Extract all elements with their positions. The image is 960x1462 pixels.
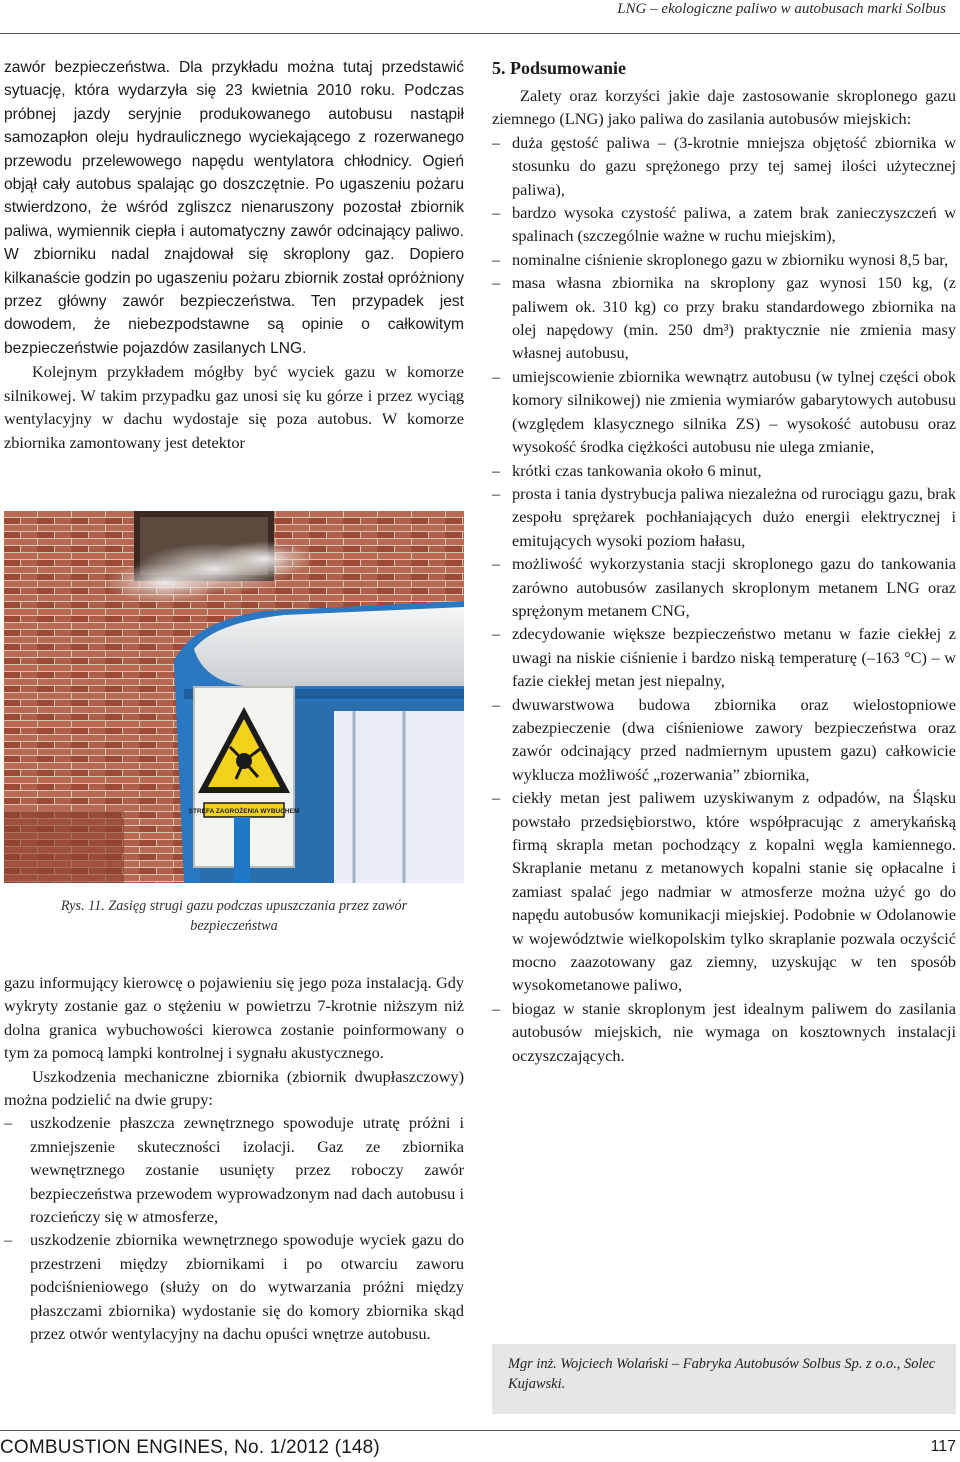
left-column-bottom <box>4 971 464 1346</box>
left-column-top <box>4 56 464 454</box>
list-item: – uszkodzenie płaszcza zewnętrznego spowoduje utratę próżni i zmniejszenie skuteczności izolacji. Gaz ze zbiornika wewnętrznego zostanie usunięty przez roboczy zawór bezpieczeństwa przewodem wyprowadzonym nad dach autobusu i rozcieńczy się w atmosferze, <box>4 1111 464 1228</box>
figure-photo <box>4 511 464 883</box>
section-heading: 5. Podsumowanie <box>492 58 627 78</box>
right-column <box>492 56 956 1067</box>
list-item: – nominalne ciśnienie skroplonego gazu w zbiorniku wynosi 8,5 bar, <box>492 248 956 271</box>
list-item: – umiejscowienie zbiornika wewnątrz autobusu (w tylnej części obok komory silnikowej) nie zmienia wymiarów gabarytowych autobusu (względem klasycznego silnika ZS) – wysokość autobusu oraz wysokość środka ciężkości autobusu nie ulega zmianie, <box>492 365 956 459</box>
list-item: – bardzo wysoka czystość paliwa, a zatem brak zanieczyszczeń w spalinach (szczególnie ważne w ruchu miejskim), <box>492 201 956 248</box>
list-item: – masa własna zbiornika na skroplony gaz wynosi 150 kg, (z paliwem ok. 310 kg) co przy braku standardowego zbiornika na olej napędowy (min. 250 dm³) praktycznie nie zmienia masy własnej autobusu, <box>492 271 956 365</box>
paragraph-fire-case: zawór bezpieczeństwa. Dla przykładu można tutaj przedstawić sytuację, która wydarzyła się 23 kwietnia 2010 roku. Podczas próbnej jazdy seryjnie produkowanego autobusu nastąpił samozapłon oleju hydraulicznego wyciekającego z rozerwanego przewodu przelewowego napędu wentylatora chłodnicy. Ogień objął cały autobus spalając go doszczętnie. Po ugaszeniu pożaru stwierdzono, że wśród zgliszcz nienaruszony pozostał zbiornik paliwa, wymiennik ciepła i automatyczny zawór odcinający paliwo. W zbiorniku nadal znajdował się skroplony gaz. Dopiero kilkanaście godzin po ugaszeniu pożaru zbiornik został opróżniony przez główny zawór bezpieczeństwa. Ten przypadek jest dowodem, że niebezpodstawne są opinie o całkowitym bezpieczeństwie pojazdów zasilanych LNG. <box>4 59 464 357</box>
list-item: – krótki czas tankowania około 6 minut, <box>492 459 956 482</box>
figure-caption: Rys. 11. Zasięg strugi gazu podczas upuszczania przez zawór bezpieczeństwa <box>60 898 408 934</box>
footer-rule <box>0 1430 960 1431</box>
author-note: Mgr inż. Wojciech Wolański – Fabryka Autobusów Solbus Sp. z o.o., Solec Kujawski. <box>492 1344 956 1414</box>
page-number: 117 <box>930 1438 956 1455</box>
list-item: – ciekły metan jest paliwem uzyskiwanym z odpadów, na Śląsku powstało przedsiębiorstwo, które współpracując z amerykańską firmą skrapla metan pochodzący z kopalni węgla kamiennego. Skraplanie metanu z metanowych kopalni stanie się opłacalne i zamiast spalać jego nadmiar w atmosferze można użyć go do napędu autobusów komunikacji miejskiej. Podobnie w Odolanowie w województwie wielkopolskim tylko skraplanie pozwala oczyścić mocno zaazotowany gaz ziemny, uzyskując w ten sposób wysokometanowe paliwo, <box>492 786 956 997</box>
journal-title: COMBUSTION ENGINES, No. 1/2012 (148) <box>0 1437 380 1458</box>
paragraph-damage-groups: Uszkodzenia mechaniczne zbiornika (zbiornik dwupłaszczowy) można podzielić na dwie grupy: <box>4 1066 464 1110</box>
paragraph-detector: gazu informujący kierowcę o pojawieniu się jego poza instalacją. Gdy wykryty zostanie gaz o stężeniu w powietrzu 7-krotnie niższym niż dolna granica wybuchowości kierowca zostanie poinformowany o tym za pomocą lampki kontrolnej i sygnału akustycznego. <box>4 973 464 1063</box>
summary-intro: Zalety oraz korzyści jakie daje zastosowanie skroplonego gazu ziemnego (LNG) jako paliwa do zasilania autobusów miejskich: <box>492 86 956 129</box>
list-item: – prosta i tania dystrybucja paliwa niezależna od rurociągu gazu, brak zespołu sprężarek pochłaniających dużo energii elektrycznej i emitujących wysoki poziom hałasu, <box>492 482 956 552</box>
list-item: – możliwość wykorzystania stacji skroplonego gazu do tankowania zarówno autobusów zasilanych skroplonym metanem LNG oraz sprężonym metanem CNG, <box>492 552 956 622</box>
list-item: – duża gęstość paliwa – (3-krotnie mniejsza objętość zbiornika w stosunku do gazu sprężonego przy tej samej ilości użytecznej paliwa), <box>492 131 956 201</box>
advantages-list <box>492 131 956 1067</box>
damage-list <box>4 1111 464 1345</box>
list-item: – zdecydowanie większe bezpieczeństwo metanu w fazie ciekłej z uwagi na niskie ciśnienie i bardzo niską temperaturę (–163 °C) – w fazie ciekłej metan jest niepalny, <box>492 622 956 692</box>
list-item: – uszkodzenie zbiornika wewnętrznego spowoduje wyciek gazu do przestrzeni między zbiornikami i po otwarciu zaworu podciśnieniowego (służy on do wytwarzania próżni między płaszczami zbiornika) wydostanie się do komory zbiornika skąd przez otwór wentylacyjny na dachu opuści wnętrze autobusu. <box>4 1228 464 1345</box>
list-item: – dwuwarstwowa budowa zbiornika oraz wielostopniowe zabezpieczenie (dwa ciśnieniowe zawory bezpieczeństwa oraz zawór odcinający przed nadmiernym upustem gazu) całkowicie wyklucza możliwość „rozerwania” zbiornika, <box>492 693 956 787</box>
header-rule <box>0 33 960 34</box>
paragraph-engine-leak: Kolejnym przykładem mógłby być wyciek gazu w komorze silnikowej. W takim przypadku gaz unosi się ku górze i przez wyciąg wentylacyjny w dachu wydostaje się poza autobus. W komorze zbiornika zamontowany jest detektor <box>4 362 464 452</box>
gas-release-photo <box>4 511 464 883</box>
sign-text: STREFA ZAGROŻENIA WYBUCHEM <box>188 808 300 815</box>
running-head: LNG – ekologiczne paliwo w autobusach marki Solbus <box>617 1 946 17</box>
list-item: – biogaz w stanie skroplonym jest idealnym paliwem do zasilania autobusów miejskich, nie wymaga on kosztownych instalacji oczyszczających. <box>492 997 956 1067</box>
